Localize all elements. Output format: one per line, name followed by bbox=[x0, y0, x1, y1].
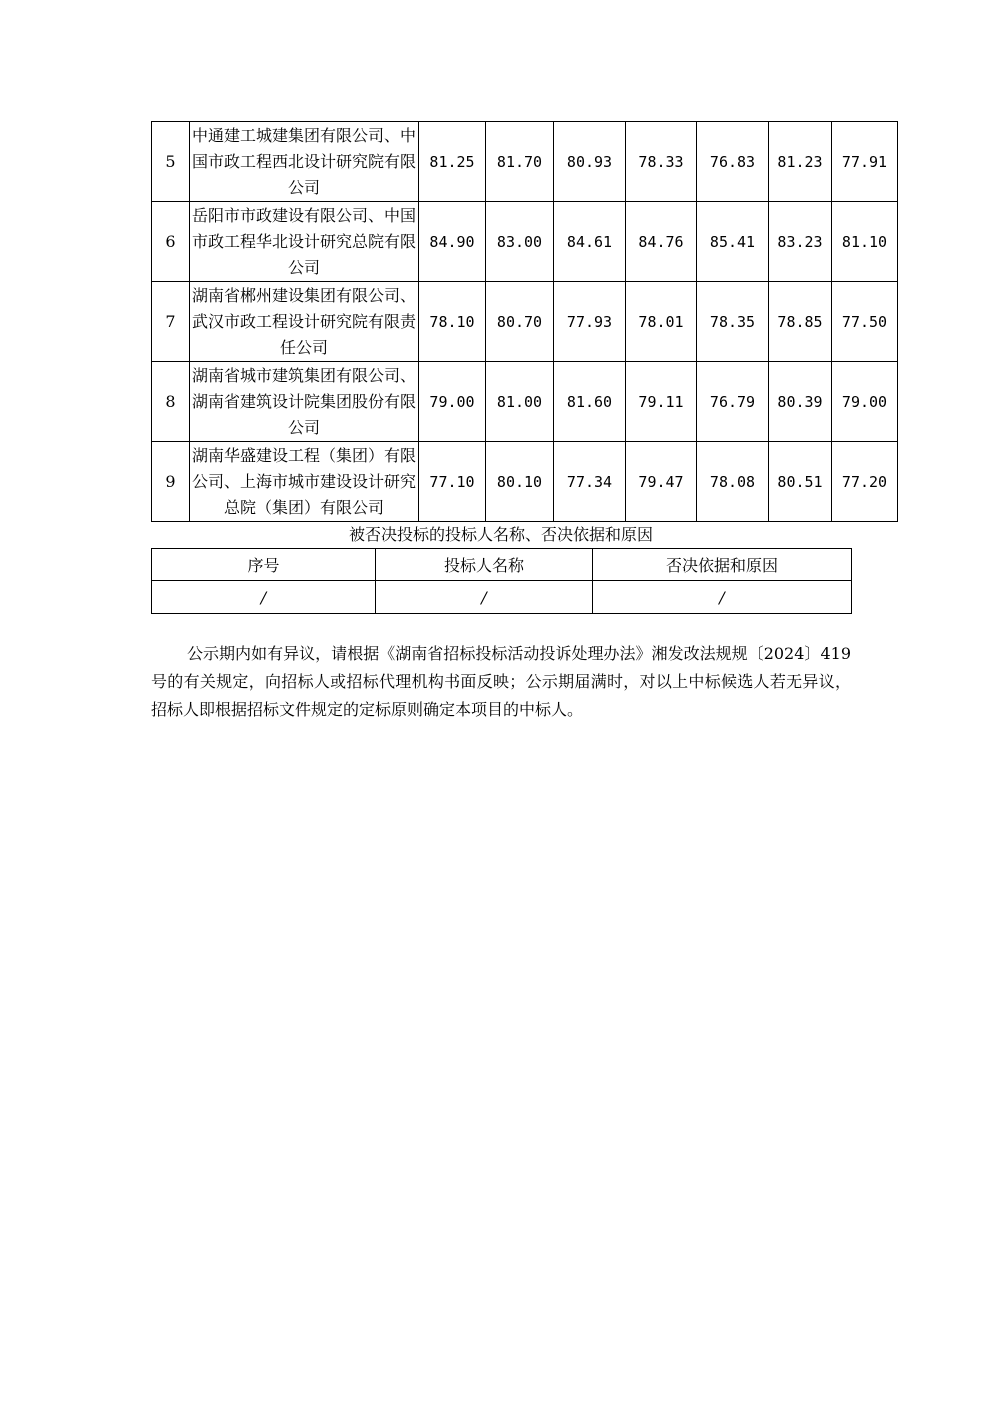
bidder-name: 湖南华盛建设工程（集团）有限公司、上海市城市建设设计研究总院（集团）有限公司 bbox=[190, 442, 419, 522]
score-cell: 76.83 bbox=[697, 122, 769, 202]
score-cell: 80.39 bbox=[769, 362, 832, 442]
score-cell: 79.00 bbox=[419, 362, 486, 442]
score-cell: 81.23 bbox=[769, 122, 832, 202]
score-cell: 77.50 bbox=[832, 282, 898, 362]
score-cell: 78.10 bbox=[419, 282, 486, 362]
table-row bbox=[152, 122, 898, 202]
score-cell: 81.25 bbox=[419, 122, 486, 202]
score-cell: 77.10 bbox=[419, 442, 486, 522]
score-cell: 81.60 bbox=[554, 362, 626, 442]
notice-paragraph: 公示期内如有异议，请根据《湖南省招标投标活动投诉处理办法》湘发改法规规〔2024〕419号的有关规定，向招标人或招标代理机构书面反映；公示期届满时，对以上中标候选人若无异议，招标人即根据招标文件规定的定标原则确定本项目的中标人。 bbox=[151, 644, 851, 719]
score-cell: 78.08 bbox=[697, 442, 769, 522]
score-cell: 78.35 bbox=[697, 282, 769, 362]
score-cell: 84.61 bbox=[554, 202, 626, 282]
score-cell: 76.79 bbox=[697, 362, 769, 442]
row-index: 8 bbox=[152, 362, 190, 442]
score-cell: 77.93 bbox=[554, 282, 626, 362]
score-cell: 80.70 bbox=[486, 282, 554, 362]
score-cell: 84.90 bbox=[419, 202, 486, 282]
score-cell: 78.85 bbox=[769, 282, 832, 362]
column-header-index: 序号 bbox=[152, 549, 376, 581]
bidder-name: 湖南省郴州建设集团有限公司、武汉市政工程设计研究院有限责任公司 bbox=[190, 282, 419, 362]
row-index: 7 bbox=[152, 282, 190, 362]
score-cell: 78.33 bbox=[626, 122, 697, 202]
row-index: 6 bbox=[152, 202, 190, 282]
column-header-bidder: 投标人名称 bbox=[376, 549, 593, 581]
table-row bbox=[152, 362, 898, 442]
rejected-bidders-table bbox=[151, 548, 852, 614]
score-cell: 85.41 bbox=[697, 202, 769, 282]
score-cell: 78.01 bbox=[626, 282, 697, 362]
score-cell: 83.23 bbox=[769, 202, 832, 282]
score-cell: 79.47 bbox=[626, 442, 697, 522]
score-cell: 81.70 bbox=[486, 122, 554, 202]
score-cell: 79.00 bbox=[832, 362, 898, 442]
rejected-bidder-cell: / bbox=[376, 581, 593, 614]
score-cell: 80.51 bbox=[769, 442, 832, 522]
table-row bbox=[152, 442, 898, 522]
score-cell: 80.93 bbox=[554, 122, 626, 202]
score-cell: 80.10 bbox=[486, 442, 554, 522]
rejected-index-cell: / bbox=[152, 581, 376, 614]
rejected-reason-cell: / bbox=[593, 581, 852, 614]
table-row bbox=[152, 202, 898, 282]
score-table bbox=[151, 121, 898, 522]
table-header-row bbox=[152, 549, 852, 581]
table-row bbox=[152, 282, 898, 362]
bidder-name: 岳阳市市政建设有限公司、中国市政工程华北设计研究总院有限公司 bbox=[190, 202, 419, 282]
rejected-table-caption: 被否决投标的投标人名称、否决依据和原因 bbox=[348, 525, 653, 544]
score-cell: 81.10 bbox=[832, 202, 898, 282]
column-header-reason: 否决依据和原因 bbox=[593, 549, 852, 581]
score-cell: 77.91 bbox=[832, 122, 898, 202]
score-cell: 77.34 bbox=[554, 442, 626, 522]
bidder-name: 湖南省城市建筑集团有限公司、湖南省建筑设计院集团股份有限公司 bbox=[190, 362, 419, 442]
score-cell: 84.76 bbox=[626, 202, 697, 282]
score-cell: 83.00 bbox=[486, 202, 554, 282]
score-cell: 79.11 bbox=[626, 362, 697, 442]
score-cell: 77.20 bbox=[832, 442, 898, 522]
bidder-name: 中通建工城建集团有限公司、中国市政工程西北设计研究院有限公司 bbox=[190, 122, 419, 202]
table-row bbox=[152, 581, 852, 614]
score-cell: 81.00 bbox=[486, 362, 554, 442]
row-index: 5 bbox=[152, 122, 190, 202]
row-index: 9 bbox=[152, 442, 190, 522]
